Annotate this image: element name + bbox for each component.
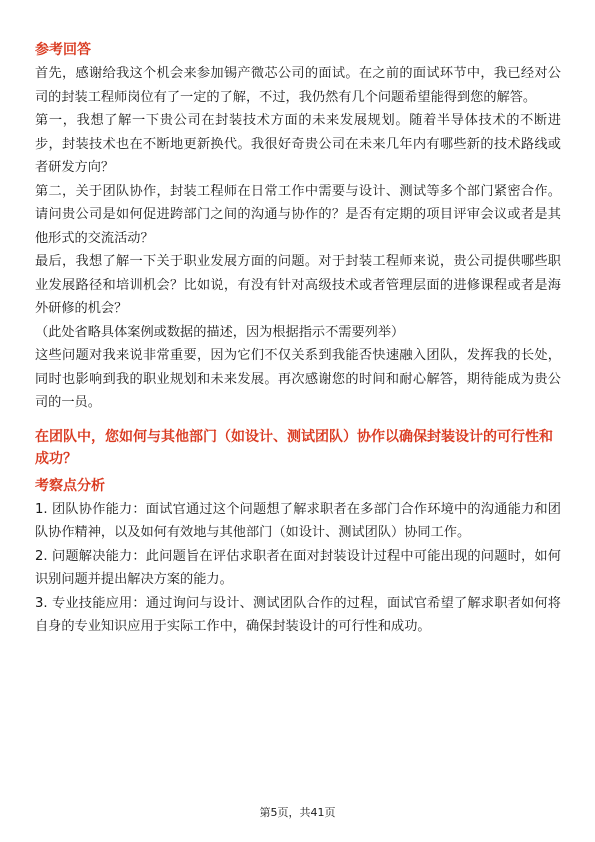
answer-heading: 参考回答 — [35, 42, 91, 58]
interview-question: 在团队中，您如何与其他部门（如设计、测试团队）协作以确保封装设计的可行性和成功？ — [35, 428, 553, 467]
answer-body — [35, 62, 561, 415]
answer-paragraph-5: （此处省略具体案例或数据的描述，因为根据指示不需要列举） — [35, 324, 405, 340]
answer-paragraph-3: 第二，关于团队协作，封装工程师在日常工作中需要与设计、测试等多个部门紧密合作。请问贵公司是如何促进跨部门之间的沟通与协作的？是否有定期的项目评审会议或者是其他形式的交流活动？ — [35, 183, 561, 246]
analysis-heading: 考察点分析 — [35, 477, 105, 494]
page-content — [35, 38, 561, 639]
answer-paragraph-4: 最后，我想了解一下关于职业发展方面的问题。对于封装工程师来说，贵公司提供哪些职业发展路径和培训机会？比如说，有没有针对高级技术或者管理层面的进修课程或者是海外研修的机会？ — [35, 254, 561, 316]
page-number: 第5页，共41页 — [259, 806, 336, 819]
answer-paragraph-6: 这些问题对我来说非常重要，因为它们不仅关系到我能否快速融入团队，发挥我的长处，同时也影响到我的职业规划和未来发展。再次感谢您的时间和耐心解答，期待能成为贵公司的一员。 — [35, 348, 561, 410]
analysis-item-3: 3. 专业技能应用：通过询问与设计、测试团队合作的过程，面试官希望了解求职者如何将自身的专业知识应用于实际工作中，确保封装设计的可行性和成功。 — [35, 595, 561, 634]
analysis-item-2: 2. 问题解决能力：此问题旨在评估求职者在面对封装设计过程中可能出现的问题时，如何识别问题并提出解决方案的能力。 — [35, 548, 561, 587]
analysis-body — [35, 498, 561, 639]
answer-paragraph-2: 第一，我想了解一下贵公司在封装技术方面的未来发展规划。随着半导体技术的不断进步，封装技术也在不断地更新换代。我很好奇贵公司在未来几年内有哪些新的技术路线或者研发方向？ — [35, 113, 561, 175]
analysis-item-1: 1. 团队协作能力：面试官通过这个问题想了解求职者在多部门合作环境中的沟通能力和团队协作精神，以及如何有效地与其他部门（如设计、测试团队）协同工作。 — [35, 501, 561, 540]
answer-paragraph-1: 首先，感谢给我这个机会来参加锡产微芯公司的面试。在之前的面试环节中，我已经对公司的封装工程师岗位有了一定的了解，不过，我仍然有几个问题希望能得到您的解答。 — [35, 66, 561, 105]
